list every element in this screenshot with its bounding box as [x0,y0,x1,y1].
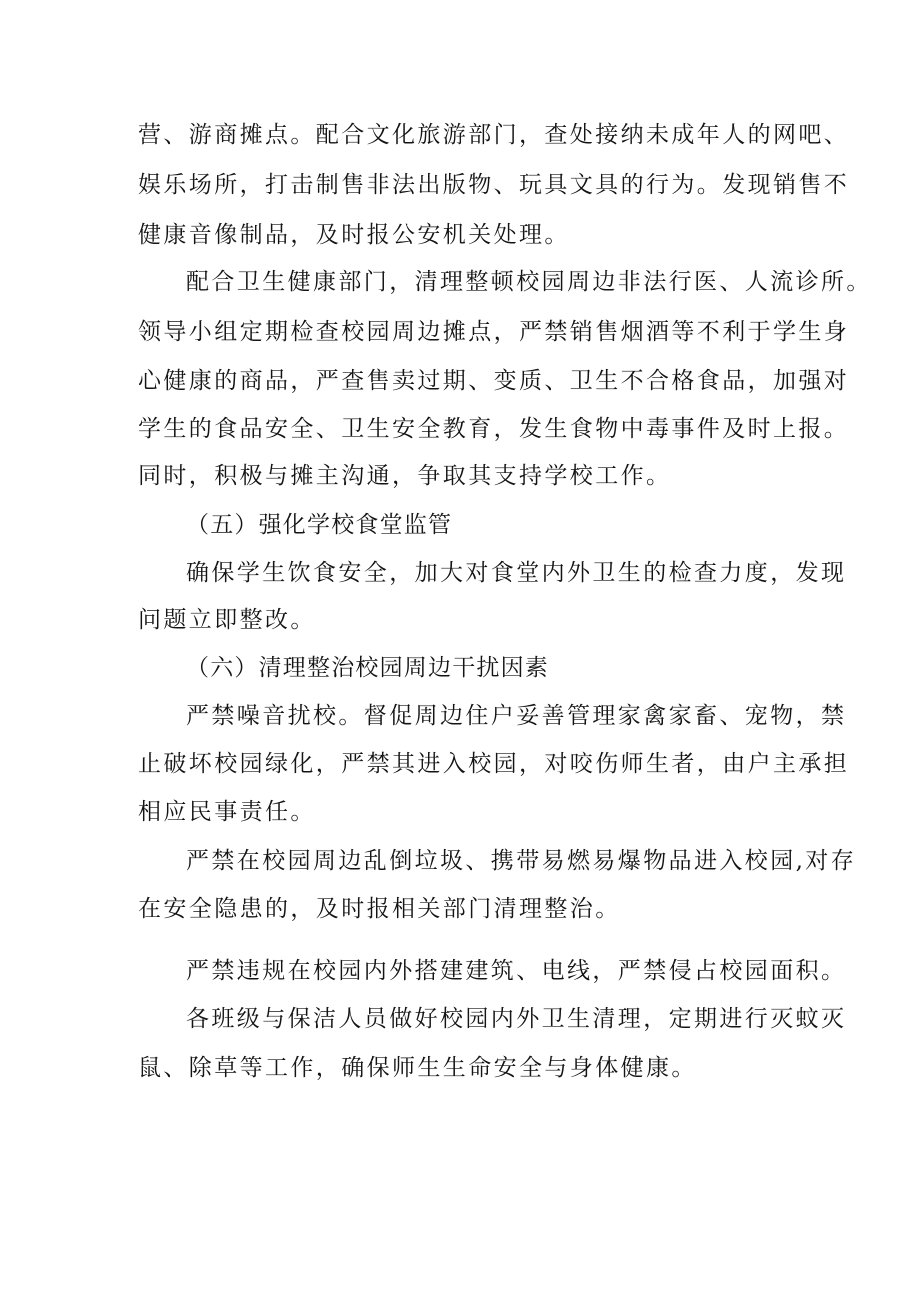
text-line: 在安全隐患的，及时报相关部门清理整治。 [138,896,621,922]
text-line: 相应民事责任。 [138,799,316,825]
text-line: 领导小组定期检查校园周边摊点，严禁销售烟酒等不利于学生身 [138,319,850,345]
text-line: 健康音像制品，及时报公安机关处理。 [138,222,570,248]
text-line: 止破坏校园绿化，严禁其进入校园，对咬伤师生者，由户主承担 [138,751,850,777]
text-line: 娱乐场所，打击制售非法出版物、玩具文具的行为。发现销售不 [138,172,850,198]
text-line: 各班级与保洁人员做好校园内外卫生清理，定期进行灭蚊灭 [186,1006,847,1032]
text-line: 心健康的商品，严查售卖过期、变质、卫生不合格食品，加强对 [138,368,850,394]
text-line: 配合卫生健康部门，清理整顿校园周边非法行医、人流诊所。 [186,269,872,295]
text-line: 确保学生饮食安全，加大对食堂内外卫生的检查力度，发现 [186,560,847,586]
section-heading: （五）强化学校食堂监管 [186,512,453,538]
text-line: 学生的食品安全、卫生安全教育，发生食物中毒事件及时上报。 [138,416,850,442]
text-line: 同时，积极与摊主沟通，争取其支持学校工作。 [138,463,672,489]
text-line: 鼠、除草等工作，确保师生生命安全与身体健康。 [138,1055,697,1081]
text-line: 严禁违规在校园内外搭建建筑、电线，严禁侵占校园面积。 [186,958,847,984]
text-line: 严禁在校园周边乱倒垃圾、携带易燃易爆物品进入校园,对存 [186,848,857,874]
text-line: 问题立即整改。 [138,607,316,633]
text-line: 营、游商摊点。配合文化旅游部门，查处接纳未成年人的网吧、 [138,122,850,148]
section-heading: （六）清理整治校园周边干扰因素 [186,655,549,681]
text-line: 严禁噪音扰校。督促周边住户妥善管理家禽家畜、宠物，禁 [186,703,847,729]
